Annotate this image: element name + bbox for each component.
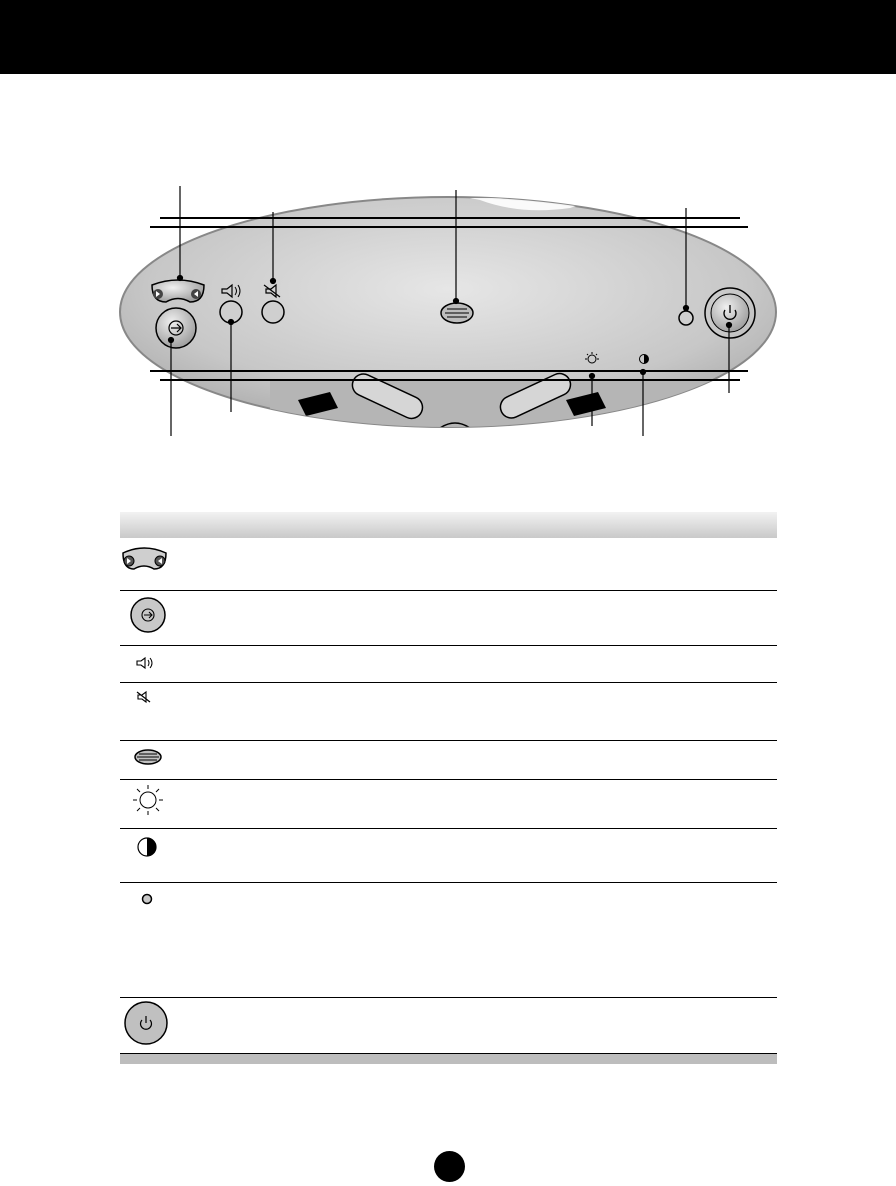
left-right-adjust-icon	[152, 280, 204, 302]
table-row	[120, 646, 777, 683]
volume-icon	[120, 646, 180, 683]
left-right-adjust-icon	[120, 538, 180, 591]
table-row	[120, 883, 777, 998]
power-indicator-icon	[679, 311, 693, 325]
power-indicator-icon	[120, 883, 180, 998]
table-footer-bar	[120, 1054, 777, 1064]
power-button-icon	[120, 998, 180, 1054]
select-arrow-button-icon	[120, 591, 180, 646]
table-row	[120, 780, 777, 829]
mute-icon	[120, 683, 180, 741]
brightness-icon	[120, 780, 180, 829]
table-row	[120, 683, 777, 741]
table-row	[120, 591, 777, 646]
table-row	[120, 829, 777, 883]
table-row	[120, 538, 777, 591]
control-panel-illustration	[0, 170, 896, 450]
page-number-badge	[434, 1151, 465, 1182]
select-arrow-button	[156, 308, 196, 348]
power-button-icon	[705, 288, 755, 338]
table-heading	[120, 512, 777, 538]
contrast-icon	[120, 829, 180, 883]
mute-button	[262, 301, 284, 323]
table-row	[120, 998, 777, 1054]
header-bar	[0, 0, 896, 74]
menu-button-icon	[441, 303, 473, 323]
table-row	[120, 741, 777, 780]
menu-button-icon	[120, 741, 180, 780]
function-table	[120, 512, 777, 1064]
